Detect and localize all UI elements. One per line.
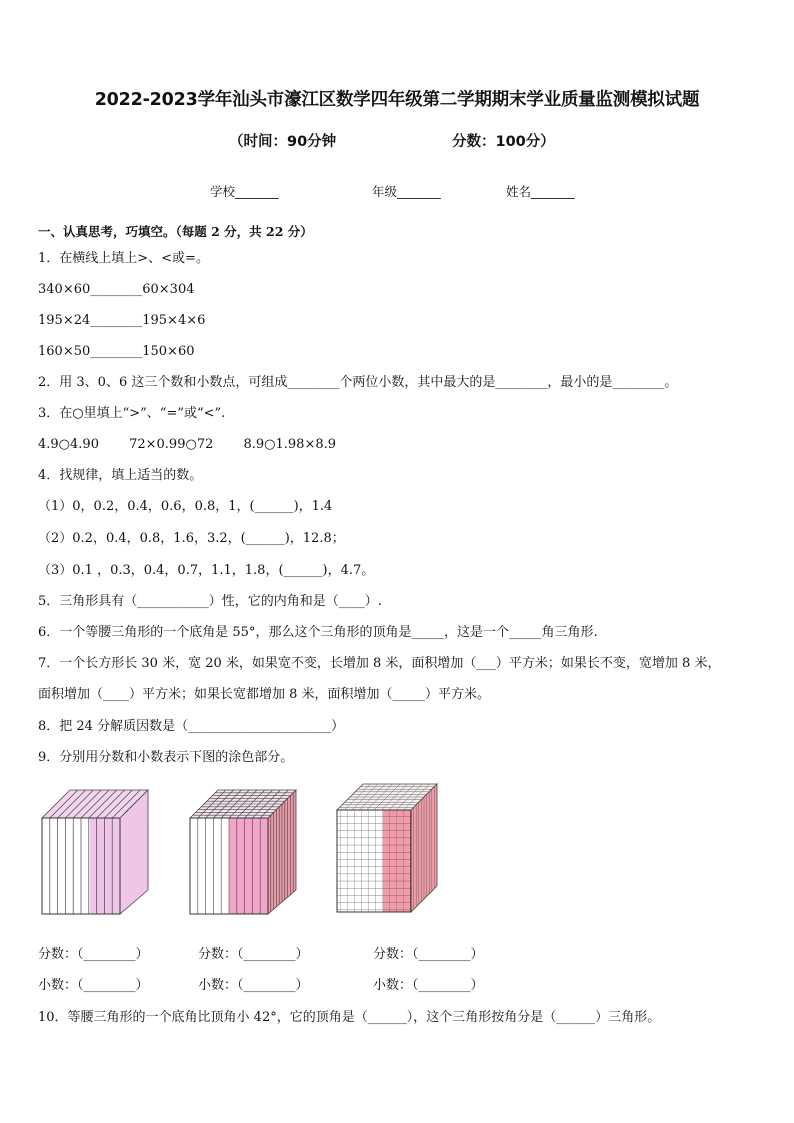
time-limit: （时间：90分钟 <box>229 134 337 150</box>
q4-item-1: （1）0，0.2，0.4，0.6，0.8，1，(______)，1.4 <box>38 499 333 514</box>
section-heading: 一、认真思考，巧填空。（每题 2 分，共 22 分） <box>38 224 313 239</box>
fig3-fraction: 分数：（________） <box>373 947 484 962</box>
total-score: 分数：100分） <box>452 134 555 150</box>
q1-line-2: 195×24________195×4×6 <box>38 313 206 328</box>
name-field: 姓名_______ <box>506 184 575 199</box>
q2: 2．用 3、0、6 这三个数和小数点，可组成________个两位小数，其中最大的是________，最小的是________。 <box>38 375 678 390</box>
q3-line: 4.9○4.90 72×0.99○72 8.9○1.98×8.9 <box>38 437 337 452</box>
q10: 10．等腰三角形的一个底角比顶角小 42°，它的顶角是（______），这个三角形按角分是（______）三角形。 <box>38 1010 661 1025</box>
figure-hundredths <box>184 784 299 918</box>
fig1-decimal: 小数：（________） <box>38 978 149 993</box>
q4-stem: 4．找规律，填上适当的数。 <box>38 468 203 483</box>
q4-item-3: （3）0.1 ，0.3，0.4，0.7，1.1，1.8，(______)，4.7。 <box>38 563 375 578</box>
fig2-decimal: 小数：（________） <box>198 978 309 993</box>
q1-line-3: 160×50________150×60 <box>38 344 195 359</box>
q7-line-2: 面积增加（____）平方米；如果长宽都增加 8 米，面积增加（_____）平方米。 <box>38 687 491 702</box>
q9-stem: 9．分别用分数和小数表示下图的涂色部分。 <box>38 750 294 765</box>
grade-field: 年级_______ <box>372 184 441 199</box>
q1-line-1: 340×60________60×304 <box>38 282 195 297</box>
figure-thousandths <box>333 780 443 914</box>
school-field: 学校_______ <box>210 184 279 199</box>
fig2-fraction: 分数：（________） <box>198 947 309 962</box>
q7-line-1: 7．一个长方形长 30 米，宽 20 米，如果宽不变，长增加 8 米，面积增加（___）平方米；如果长不变，宽增加 8 米， <box>38 656 721 671</box>
exam-title: 2022-2023学年汕头市濠江区数学四年级第二学期期末学业质量监测模拟试题 <box>94 90 700 110</box>
figure-tenths <box>36 784 151 918</box>
q4-item-2: （2）0.2，0.4，0.8，1.6，3.2，(______)，12.8； <box>38 531 345 546</box>
q6: 6．一个等腰三角形的一个底角是 55°，那么这个三角形的顶角是_____，这是一个_____角三角形. <box>38 625 598 640</box>
q5: 5．三角形具有（___________）性，它的内角和是（____）. <box>38 594 382 609</box>
q8: 8．把 24 分解质因数是（______________________） <box>38 719 345 734</box>
fig1-fraction: 分数：（________） <box>38 947 149 962</box>
q1-stem: 1．在横线上填上>、<或=。 <box>38 251 209 266</box>
q3-stem: 3．在○里填上“>”、“=”或“<”. <box>38 406 226 421</box>
fig3-decimal: 小数：（________） <box>373 978 484 993</box>
